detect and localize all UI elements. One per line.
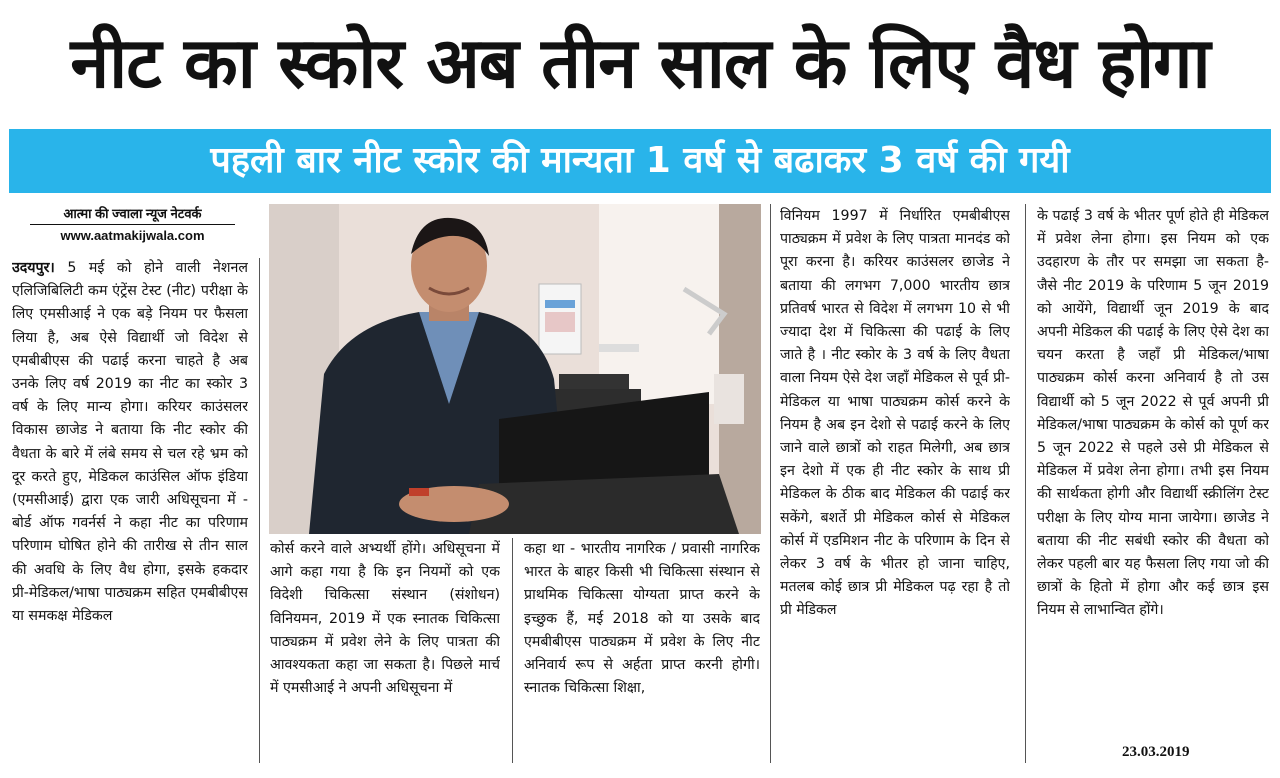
byline-rule xyxy=(30,224,235,225)
headline: नीट का स्कोर अब तीन साल के लिए वैध होगा xyxy=(70,22,1210,104)
photo-portrait-with-laptop xyxy=(269,204,761,534)
article-column-3: कहा था - भारतीय नागरिक / प्रवासी नागरिक भारत के बाहर किसी भी चिकित्सा संस्थान से प्राथमिक चिकित्सा योग्यता प्राप्त करने के इच्छुक हैं, मई 2018 को या उसके बाद एमबीबीएस पाठ्यक्रम में प्रवेश के लिए नीट अनिवार्य रूप से अर्हता प्राप्त करनी होगी। स्नातक चिकित्सा शिक्षा, xyxy=(524,541,760,697)
article-photo xyxy=(269,204,761,534)
byline-agency: आत्मा की ज्वाला न्यूज नेटवर्क xyxy=(63,206,202,221)
article-column-4: विनियम 1997 में निर्धारित एमबीबीएस पाठ्यक्रम में प्रवेश के लिए पात्रता मानदंड को पूरा करना है। करियर काउंसलर छाजेड ने बताया की लगभग 7,000 भारतीय छात्र प्रतिवर्ष भारत से विदेश में लगभग 10 से भी ज्यादा देश में चिकित्सा की पढाई के लिए जाते है । नीट स्कोर के 3 वर्ष के लिए वैधता वाला नियम ऐसे देश जहाँ मेडिकल से पूर्व प्री-मेडिकल या भाषा पाठ्यक्रम कोर्स करने के नियम है अब इन देशो से पढाई करने के लिए जाने वाले छात्रों को राहत मिलेगी, अब छात्र इन देशो में एक ही नीट स्कोर के साथ प्री मेडिकल के ठीक बाद मेडिकल की पढाई कर सकेंगे, बशर्ते प्री मेडिकल कोर्स से मेडिकल कोर्स में एडमिशन नीट के परिणाम के दिन से लेकर 3 वर्ष के भीतर हो जाना चाहिए, मतलब कोई छात्र प्री मेडिकल पढ़ रहा है तो प्री मेडिकल xyxy=(780,208,1010,619)
column-divider xyxy=(770,204,771,763)
column-divider xyxy=(512,538,513,763)
publication-date: 23.03.2019 xyxy=(1122,744,1190,760)
article-column-5: के पढाई 3 वर्ष के भीतर पूर्ण होते ही मेडिकल में प्रवेश लेना होगा। इस नियम को एक उदहारण के तौर पर समझा जा सकता है- जैसे नीट 2019 के परिणाम 5 जून 2019 को आयेंगे, विद्यार्थी जून 2019 के बाद अपनी मेडिकल की पढाई के लिए ऐसे देश का चयन करता है जहाँ प्री मेडिकल/भाषा पाठ्यक्रम कोर्स करना अनिवार्य है तो उस विद्यार्थी को 5 जून 2022 से पूर्व अपनी प्री मेडिकल/भाषा पाठ्यक्रम के कोर्स को पूर्ण कर 5 जून 2022 से पहले उसे प्री मेडिकल से मेडिकल में प्रवेश लेना होगा। तभी इस नियम की सार्थकता होगी और विद्यार्थी स्क्रीलिंग टेस्ट परीक्षा के लिए योग्य माना जायेगा। छाजेड ने बताया की नीट सबंधी स्कोर की वैधता को लेकर पहली बार यह फैसला लिए गया जो की छात्रों के हितो में होगा और कई छात्र इस नियम से लाभान्वित होंगे। xyxy=(1037,208,1269,619)
dateline: उदयपुर। xyxy=(12,260,55,276)
subheadline-banner: पहली बार नीट स्कोर की मान्यता 1 वर्ष से बढाकर 3 वर्ष की गयी xyxy=(9,129,1271,193)
byline-website: www.aatmakijwala.com xyxy=(60,228,205,243)
article-column-1 xyxy=(12,257,248,762)
column-divider xyxy=(259,258,260,763)
article-column-2: कोर्स करने वाले अभ्यर्थी होंगे। अधिसूचना में आगे कहा गया है कि इन नियमों को एक विदेशी चिकित्सा संस्थान (संशोधन) विनियमन, 2019 में एक स्नातक चिकित्सा पाठ्यक्रम में प्रवेश लेने के लिए पात्रता की आवश्यकता कहा जा सकता है। पिछले मार्च में एमसीआई ने अपनी अधिसूचना में xyxy=(270,541,500,697)
column-divider xyxy=(1025,204,1026,763)
byline xyxy=(30,206,235,244)
column-1-text: 5 मई को होने वाली नेशनल एलिजिबिलिटी कम एंट्रेंस टेस्ट (नीट) परीक्षा के लिए एमसीआई ने एक बड़े नियम पर फैसला लिया है, अब ऐसे विद्यार्थी जो विदेश से एमबीबीएस की पढाई करना चाहते है अब उनके लिए वर्ष 2019 का नीट का स्कोर 3 वर्ष के लिए मान्य होगा। करियर काउंसलर विकास छाजेड ने बताया कि नीट स्कोर की वैधता के बारे में लंबे समय से चल रहे भ्रम को दूर करते हुए, मेडिकल काउंसिल ऑफ इंडिया (एमसीआई) द्वारा एक जारी अधिसूचना में - बोर्ड ऑफ गवर्नर्स ने कहा नीट का परिणाम परिणाम घोषित होने की तारीख से तीन साल की अवधि के लिए वैध होगा, इसके हकदार प्री-मेडिकल/भाषा पाठ्यक्रम सहित एमबीबीएस या समकक्ष मेडिकल xyxy=(12,260,248,625)
